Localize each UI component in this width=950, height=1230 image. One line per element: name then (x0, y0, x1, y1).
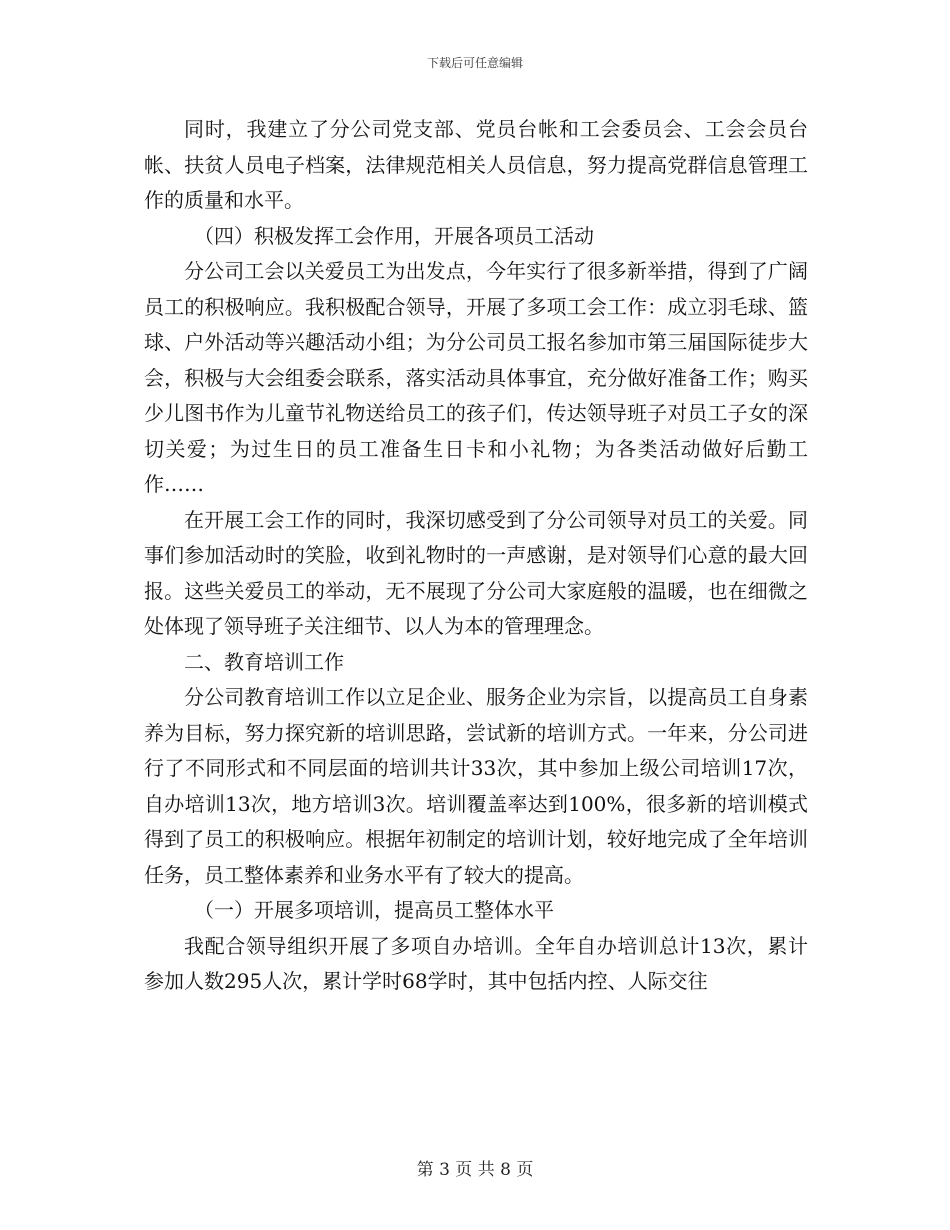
section-subheading: （一）开展多项培训，提高员工整体水平 (194, 898, 554, 922)
section-heading: 二、教育培训工作 (184, 649, 344, 674)
paragraph-body: 在开展工会工作的同时，我深切感受到了分公司领导对员工的关爱。同事们参加活动时的笑脸，收到礼物时的一声感谢，是对领导们心意的最大回报。这些关爱员工的举动，无不展现了分公司大家庭般的温暖，也在细微之处体现了领导班子关注细节、以人为本的管理理念。 (144, 507, 808, 638)
paragraph-body: 我配合领导组织开展了多项自办培训。全年自办培训总计13次，累计参加人数295人次，累计学时68学时，其中包括内控、人际交往 (144, 933, 808, 993)
page-number-footer: 第 3 页 共 8 页 (416, 1160, 534, 1180)
paragraph-body: 同时，我建立了分公司党支部、党员台帐和工会委员会、工会会员台帐、扶贫人员电子档案，法律规范相关人员信息，努力提高党群信息管理工作的质量和水平。 (144, 117, 808, 212)
page-header: 下载后可任意编辑 (426, 56, 523, 70)
document-body (144, 112, 808, 1000)
paragraph-body: 分公司工会以关爱员工为出发点，今年实行了很多新举措，得到了广阔员工的积极响应。我积极配合领导，开展了多项工会工作：成立羽毛球、篮球、户外活动等兴趣活动小组；为分公司员工报名参加市第三届国际徒步大会，积极与大会组委会联系，落实活动具体事宜，充分做好准备工作；购买少儿图书作为儿童节礼物送给员工的孩子们，传达领导班子对员工子女的深切关爱；为过生日的员工准备生日卡和小礼物；为各类活动做好后勤工作…… (144, 259, 808, 496)
section-subheading: （四）积极发挥工会作用，开展各项员工活动 (194, 223, 594, 248)
paragraph-body: 分公司教育培训工作以立足企业、服务企业为宗旨，以提高员工自身素养为目标，努力探究新的培训思路，尝试新的培训方式。一年来，分公司进行了不同形式和不同层面的培训共计33次，其中参加上级公司培训17次，自办培训13次，地方培训3次。培训覆盖率达到100%，很多新的培训模式得到了员工的积极响应。根据年初制定的培训计划，较好地完成了全年培训任务，员工整体素养和业务水平有了较大的提高。 (144, 685, 808, 887)
